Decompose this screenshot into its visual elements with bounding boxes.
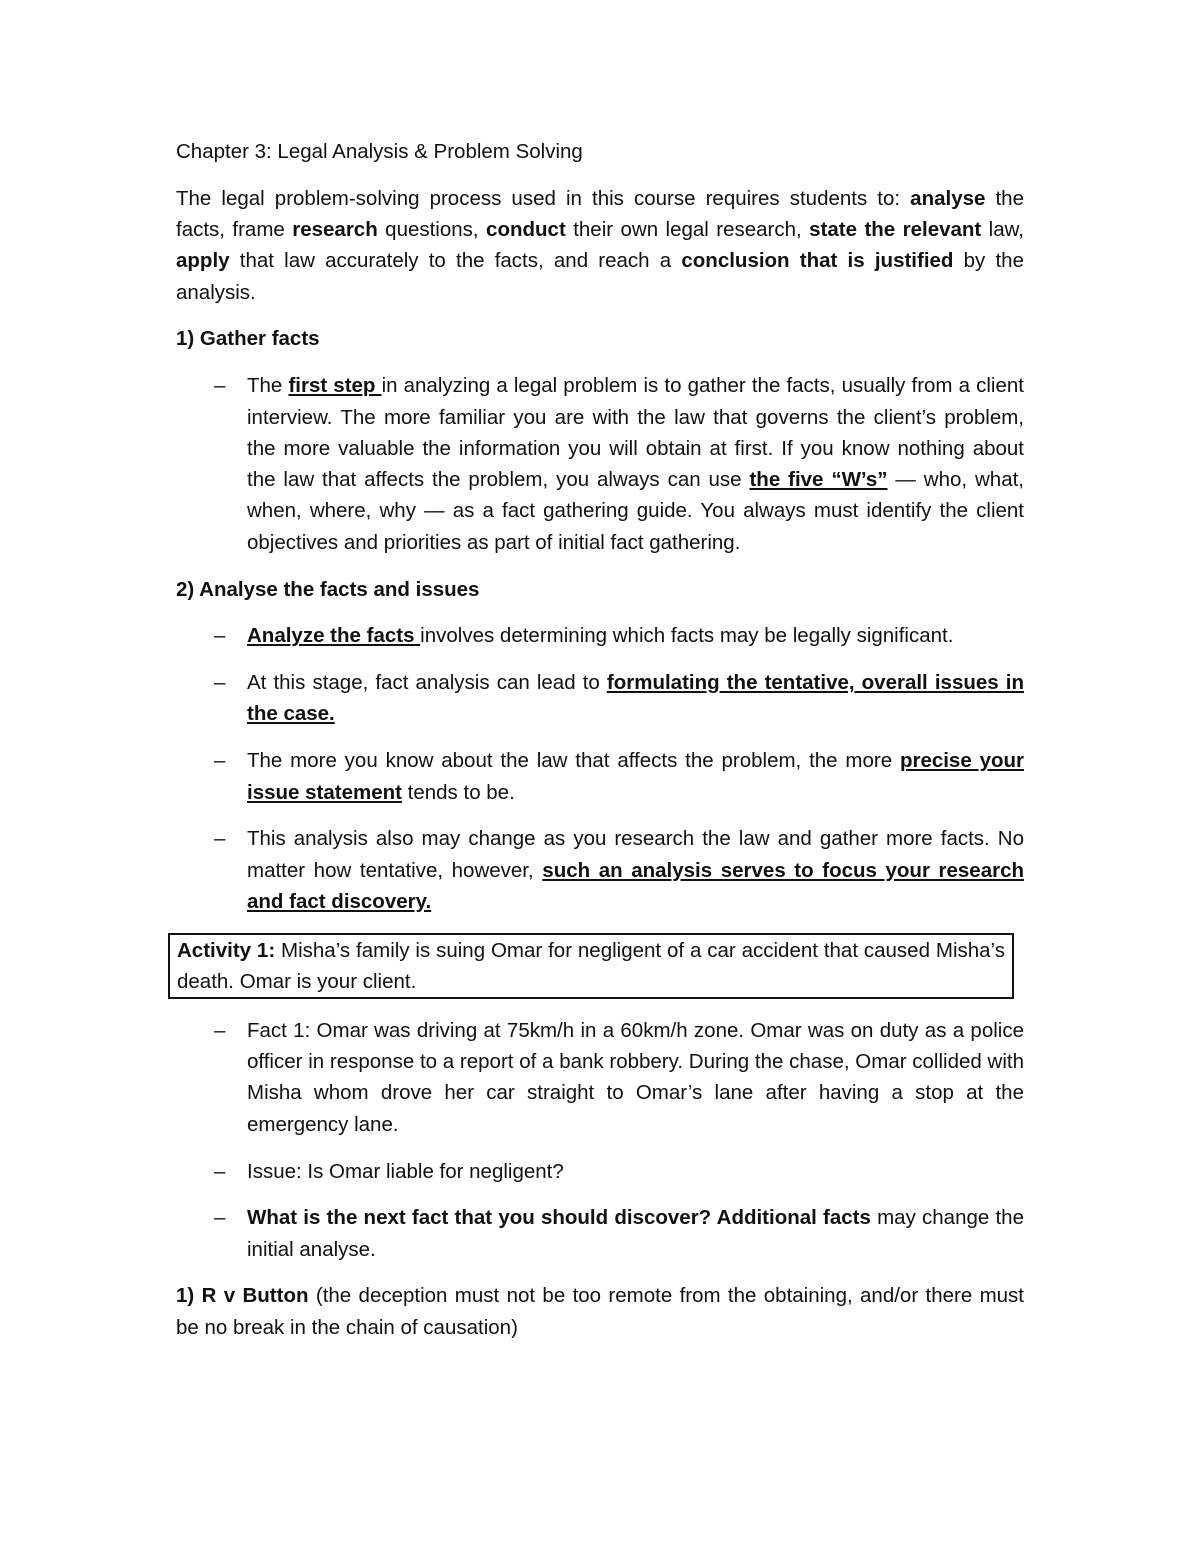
intro-bold: conduct xyxy=(486,218,566,242)
intro-bold: conclusion that is justified xyxy=(681,249,954,273)
list-item xyxy=(176,1015,1024,1140)
activity-box xyxy=(168,933,1014,1000)
list-text: involves determining which facts may be legally significant. xyxy=(420,624,954,648)
intro-text: questions, xyxy=(377,218,487,242)
list-item xyxy=(176,823,1024,917)
list-text: Fact 1: Omar was driving at 75km/h in a 60km/h zone. Omar was on duty as a police officer in response to a report of a bank robbery. During the chase, Omar collided with Misha whom drove her car straight to Omar’s lane after having a stop at the emergency lane. xyxy=(247,1018,1024,1136)
dash-bullet: – xyxy=(214,624,226,648)
dash-bullet: – xyxy=(214,1206,226,1230)
dash-bullet: – xyxy=(214,1018,226,1042)
intro-bold: state the relevant xyxy=(809,218,982,242)
activity-text: Misha’s family is suing Omar for negligent of a car accident that caused Misha’s death. Omar is your client. xyxy=(177,938,1005,994)
document-page xyxy=(176,136,1024,1359)
dash-bullet: – xyxy=(214,749,226,773)
section-heading-text: 2) Analyse the facts and issues xyxy=(176,577,480,601)
activity-label: Activity 1: xyxy=(177,938,276,962)
list-item xyxy=(176,667,1024,730)
intro-bold: research xyxy=(292,218,378,242)
underlined-text: precise your issue statement xyxy=(247,749,1024,804)
underlined-text: such an analysis serves to focus your research and fact discovery. xyxy=(247,858,1024,913)
intro-text: the facts, frame xyxy=(176,186,1024,242)
list-text: in analyzing a legal problem is to gather the facts, usually from a client interview. The more familiar you are with the law that governs the client’s problem, the more valuable the information you will obtain at first. If you know nothing about the law that affects the problem, you always can use xyxy=(247,374,1024,492)
list-item xyxy=(176,1202,1024,1265)
underlined-text: Analyze the facts xyxy=(247,624,421,648)
intro-bold: apply xyxy=(176,249,230,273)
intro-text: The legal problem-solving process used in this course requires students to: xyxy=(176,186,911,210)
list-text: The xyxy=(247,374,289,398)
list-item xyxy=(176,745,1024,808)
underlined-text: the five “W’s” xyxy=(749,468,888,492)
dash-bullet: – xyxy=(214,374,226,398)
list-text: tends to be. xyxy=(401,780,515,804)
dash-bullet: – xyxy=(214,827,226,851)
list-text: — who, what, when, where, why — as a fact gathering guide. You always must identify the client objectives and priorities as part of initial fact gathering. xyxy=(247,468,1024,554)
list-item xyxy=(176,370,1024,558)
section-heading-gather-facts xyxy=(176,323,1024,354)
list-item xyxy=(176,620,1024,651)
section-heading-text: 1) Gather facts xyxy=(176,327,320,351)
intro-text: that law accurately to the facts, and reach a xyxy=(229,249,682,273)
list-text: Issue: Is Omar liable for negligent? xyxy=(247,1159,564,1183)
intro-paragraph xyxy=(176,183,1024,308)
analyse-list xyxy=(176,620,1024,917)
intro-text: law, xyxy=(981,218,1025,242)
list-text: may change the initial analyse. xyxy=(247,1206,1024,1261)
underlined-text: first step xyxy=(288,374,382,398)
intro-text: by the analysis. xyxy=(176,249,1024,304)
underlined-text: formulating the tentative, overall issues in the case. xyxy=(247,671,1024,726)
chapter-title-text: Chapter 3: Legal Analysis & Problem Solving xyxy=(176,140,583,163)
gather-facts-list xyxy=(176,370,1024,558)
list-text: At this stage, fact analysis can lead to xyxy=(247,671,607,695)
list-text: This analysis also may change as you research the law and gather more facts. No matter how tentative, however, xyxy=(247,827,1024,882)
case-paragraph xyxy=(176,1280,1024,1343)
activity-list xyxy=(176,1015,1024,1265)
section-heading-analyse xyxy=(176,574,1024,605)
case-text: (the deception must not be too remote from the obtaining, and/or there must be no break in the chain of causation) xyxy=(176,1284,1024,1339)
list-item xyxy=(176,1156,1024,1187)
intro-bold: analyse xyxy=(910,186,986,210)
dash-bullet: – xyxy=(214,671,226,695)
list-bold-text: What is the next fact that you should discover? Additional facts xyxy=(247,1206,871,1230)
chapter-title xyxy=(176,136,1024,167)
dash-bullet: – xyxy=(214,1159,226,1183)
case-name: 1) R v Button xyxy=(176,1284,309,1308)
list-text: The more you know about the law that affects the problem, the more xyxy=(247,749,900,773)
intro-text: their own legal research, xyxy=(565,218,810,242)
